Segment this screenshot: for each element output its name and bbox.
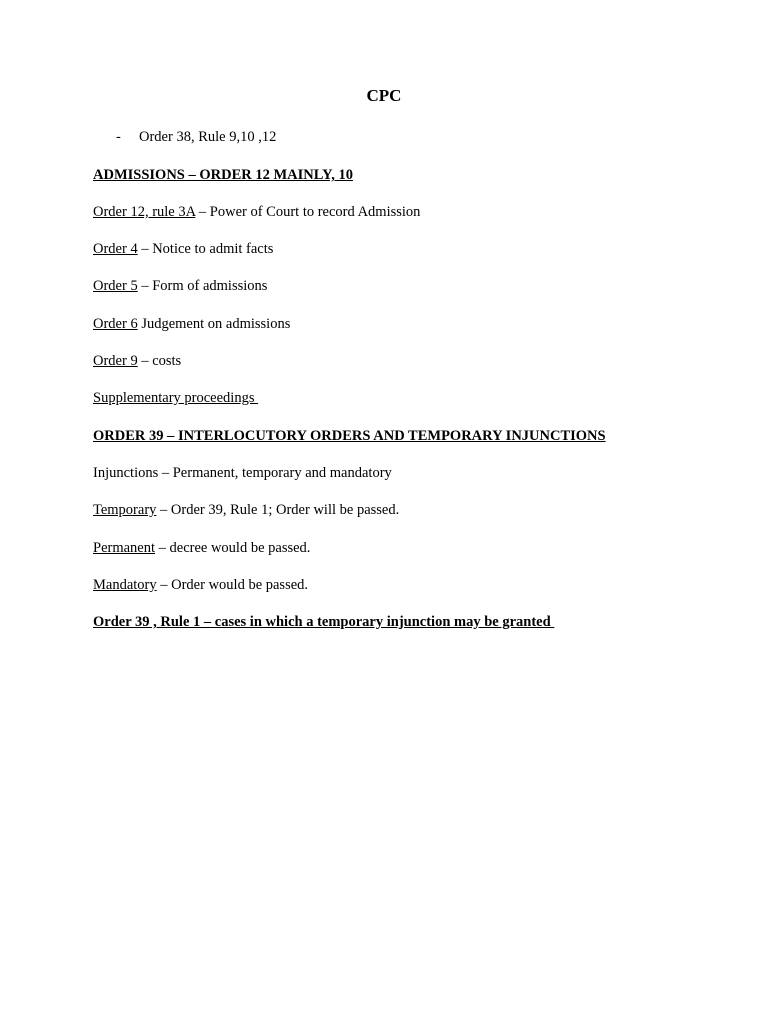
item-ref: Order 6 [93, 316, 138, 332]
bullet-text: Order 38, Rule 9,10 ,12 [139, 129, 277, 145]
item-order6 [93, 314, 290, 334]
kind-permanent [93, 538, 310, 558]
item-ref: Order 4 [93, 241, 138, 257]
item-order5 [93, 276, 267, 296]
kind-text: – Order 39, Rule 1; Order will be passed. [156, 502, 400, 518]
bullet-dash: - [116, 129, 121, 145]
page-title: CPC [366, 86, 402, 105]
item-text: – Power of Court to record Admission [195, 204, 421, 220]
item-order4 [93, 239, 273, 259]
injunctions-line: Injunctions – Permanent, temporary and mandatory [93, 465, 392, 481]
heading-order39: ORDER 39 – INTERLOCUTORY ORDERS AND TEMPORARY INJUNCTIONS [93, 428, 606, 444]
kind-text: – Order would be passed. [156, 577, 309, 593]
item-text: Judgement on admissions [137, 316, 291, 332]
item-ref: Order 12, rule 3A [93, 204, 196, 220]
kind-ref: Temporary [93, 502, 157, 518]
item-ref: Order 5 [93, 278, 138, 294]
heading-admissions: ADMISSIONS – ORDER 12 MAINLY, 10 [93, 167, 353, 183]
item-text: – costs [137, 353, 182, 369]
item-order9 [93, 351, 181, 371]
supplementary-proceedings: Supplementary proceedings [93, 390, 259, 406]
kind-ref: Mandatory [93, 577, 157, 593]
kind-mandatory [93, 575, 308, 595]
kind-temporary [93, 500, 399, 520]
kind-ref: Permanent [93, 540, 156, 556]
item-order12-rule3a [93, 202, 420, 222]
kind-text: – decree would be passed. [155, 540, 311, 556]
heading-order39-rule1: Order 39 , Rule 1 – cases in which a temporary injunction may be granted [93, 614, 555, 630]
item-text: – Notice to admit facts [137, 241, 274, 257]
item-ref: Order 9 [93, 353, 138, 369]
item-text: – Form of admissions [137, 278, 268, 294]
